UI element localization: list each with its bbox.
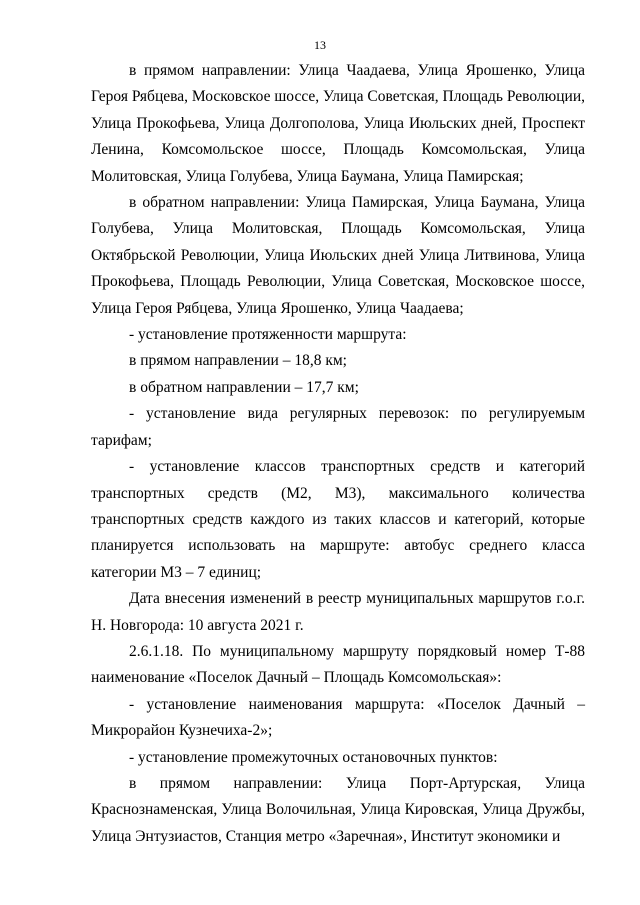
paragraph-vehicle-classes: - установление классов транспортных средств и категорий транспортных средств (М2, М3), максимального количества транспортных средств каждого из таких классов и категорий, которые планируется использовать на маршруте: автобус среднего класса категории М3 – 7 единиц; bbox=[91, 458, 585, 581]
paragraph-transport-type: - установление вида регулярных перевозок: по регулируемым тарифам; bbox=[91, 405, 585, 449]
document-body bbox=[91, 58, 585, 850]
paragraph-reverse-length: в обратном направлении – 17,7 км; bbox=[129, 378, 359, 396]
paragraph-route-name: - установление наименования маршрута: «Поселок Дачный – Микрорайон Кузнечиха-2»; bbox=[91, 695, 585, 740]
paragraph-forward-route: в прямом направлении: Улица Чаадаева, Улица Ярошенко, Улица Героя Рябцева, Московское шоссе, Улица Советская, Площадь Революции, Улица Прокофьева, Улица Долгополова, Улица Июльских дней, Проспект Ленина, Комсомольское шоссе, Площадь Комсомольская, Улица Молитовская, Улица Голубева, Улица Баумана, Улица Памирская; bbox=[91, 62, 585, 185]
paragraph-route-length-heading: - установление протяженности маршрута: bbox=[129, 326, 407, 344]
paragraph-reverse-route: в обратном направлении: Улица Памирская, Улица Баумана, Улица Голубева, Улица Молитовская, Площадь Комсомольская, Улица Октябрьской Революции, Улица Июльских дней Улица Литвинова, Улица Прокофьева, Площадь Революции, Улица Советская, Московское шоссе, Улица Героя Рябцева, Улица Ярошенко, Улица Чаадаева; bbox=[91, 194, 585, 317]
paragraph-forward-length: в прямом направлении – 18,8 км; bbox=[129, 352, 347, 370]
paragraph-route-t88: 2.6.1.18. По муниципальному маршруту порядковый номер Т-88 наименование «Поселок Дачный – Площадь Комсомольская»: bbox=[91, 642, 585, 687]
paragraph-forward-stops: в прямом направлении: Улица Порт-Артурская, Улица Краснознаменская, Улица Волочильная, Улица Кировская, Улица Дружбы, Улица Энтузиастов, Станция метро «Заречная», Институт экономики и bbox=[91, 774, 585, 845]
page-number: 13 bbox=[314, 38, 326, 52]
paragraph-registry-date: Дата внесения изменений в реестр муниципальных маршрутов г.о.г. Н. Новгорода: 10 августа 2021 г. bbox=[91, 590, 585, 634]
paragraph-stops-heading: - установление промежуточных остановочных пунктов: bbox=[129, 748, 498, 766]
